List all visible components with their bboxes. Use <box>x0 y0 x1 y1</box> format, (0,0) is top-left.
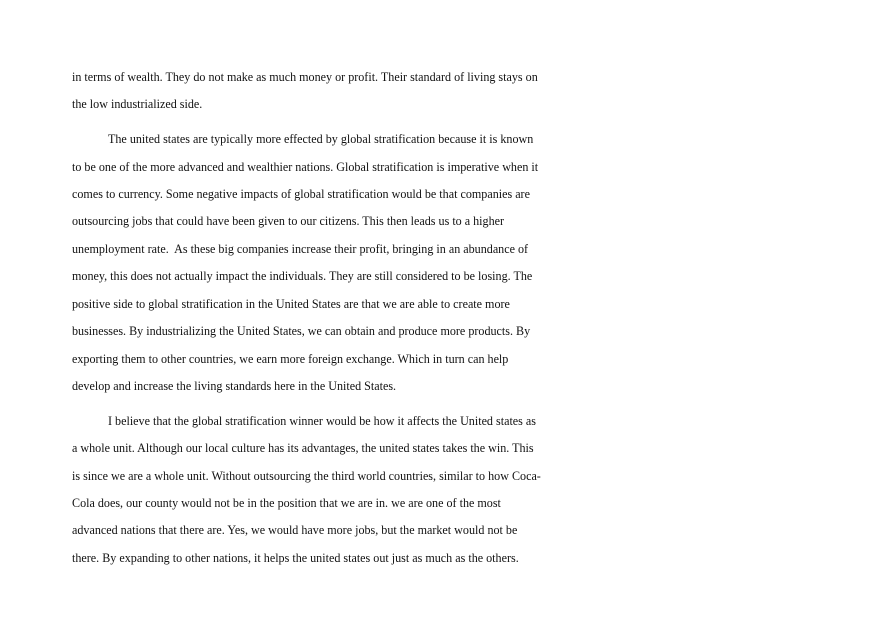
text-line: unemployment rate. As these big companies increase their profit, bringing in an abundance of <box>72 241 529 256</box>
text-line: comes to currency. Some negative impacts of global stratification would be that companies are <box>72 186 530 201</box>
paragraph-gap <box>72 400 547 407</box>
text-line: a whole unit. Although our local culture has its advantages, the united states takes the win. This <box>72 441 534 456</box>
text-line: money, this does not actually impact the individuals. They are still considered to be losing. The <box>72 269 533 284</box>
text-line: exporting them to other countries, we earn more foreign exchange. Which in turn can help <box>72 351 509 366</box>
text-line: positive side to global stratification in the United States are that we are able to create more <box>72 296 510 311</box>
text-line: the low industrialized side. <box>72 97 203 112</box>
paragraph-gap <box>72 119 547 126</box>
text-line: advanced nations that there are. Yes, we would have more jobs, but the market would not be <box>72 523 518 538</box>
paragraph-3 <box>72 408 547 573</box>
text-line: there. By expanding to other nations, it helps the united states out just as much as the others. <box>72 550 519 565</box>
text-line: is since we are a whole unit. Without outsourcing the third world countries, similar to how Coca- <box>72 468 541 483</box>
text-line: outsourcing jobs that could have been given to our citizens. This then leads us to a higher <box>72 214 505 229</box>
text-line: develop and increase the living standards here in the United States. <box>72 379 397 393</box>
text-line: businesses. By industrializing the United States, we can obtain and produce more products. By <box>72 324 531 339</box>
document-body <box>72 64 547 572</box>
paragraph-1 <box>72 64 547 119</box>
text-line: to be one of the more advanced and wealthier nations. Global stratification is imperative when it <box>72 159 539 174</box>
text-line: The united states are typically more effected by global stratification because it is known <box>108 132 534 147</box>
text-line: I believe that the global stratification winner would be how it affects the United states as <box>108 413 536 428</box>
paragraph-2 <box>72 126 547 400</box>
text-line: in terms of wealth. They do not make as much money or profit. Their standard of living stays on <box>72 70 538 84</box>
text-line: Cola does, our county would not be in the position that we are in. we are one of the most <box>72 495 501 510</box>
